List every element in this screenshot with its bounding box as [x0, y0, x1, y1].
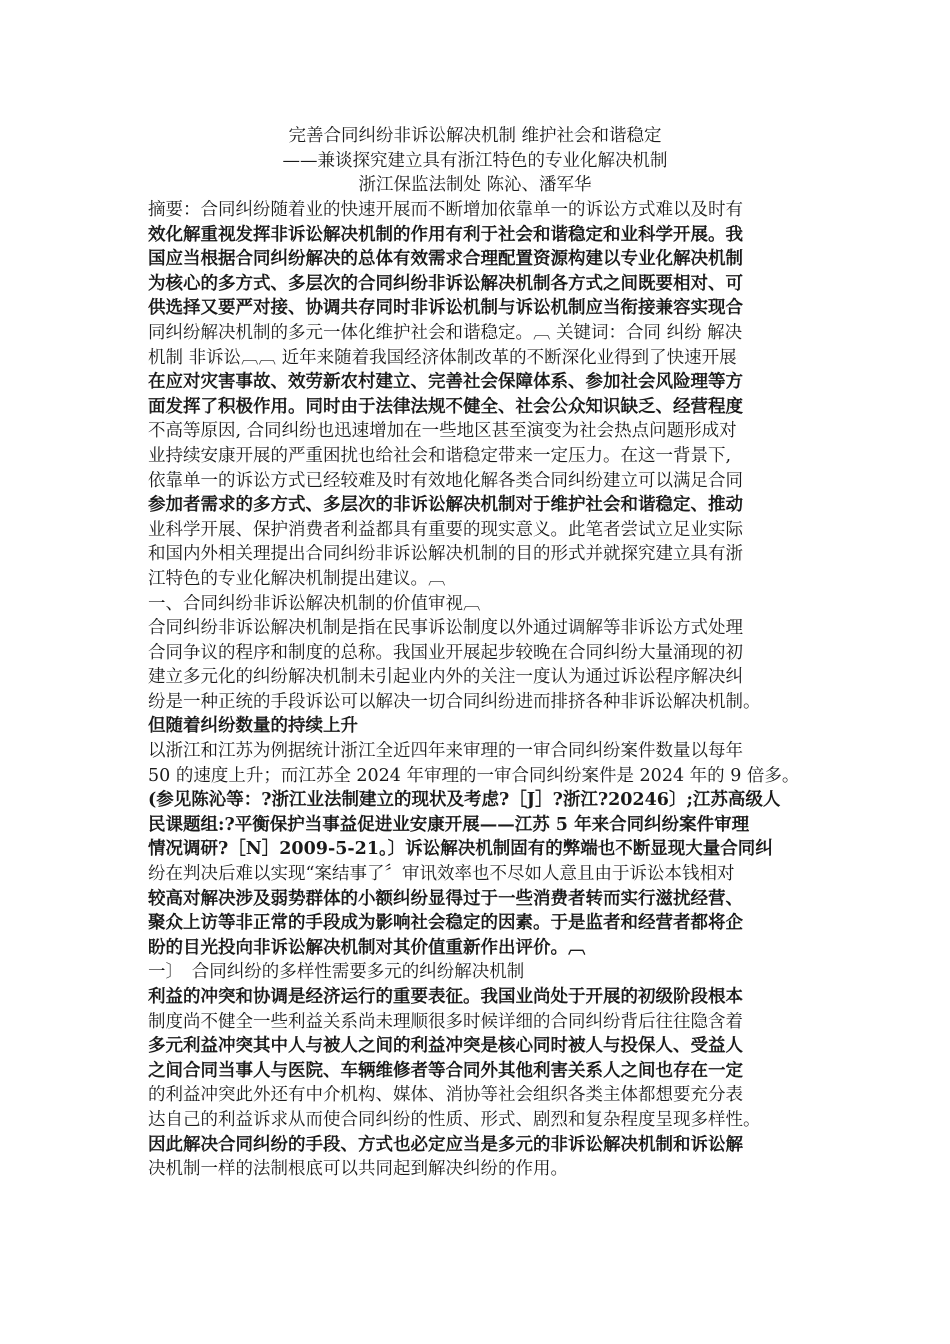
body-line: 合同争议的程序和制度的总称。我国业开展起步较晚在合同纠纷大量涌现的初 — [148, 642, 743, 663]
body-line: 参加者需求的多方式、多层次的非诉讼解决机制对于维护社会和谐稳定、推动 — [148, 495, 743, 516]
body-line: 纷在判决后难以实现“案结事了〞审讯效率也不尽如人意且由于诉讼本钱相对 — [148, 864, 735, 885]
body-line: 建立多元化的纠纷解决机制未引起业内外的关注一度认为通过诉讼程序解决纠 — [148, 667, 743, 688]
body-line: 决机制一样的法制根底可以共同起到解决纠纷的作用。 — [148, 1159, 568, 1180]
body-line: 纷是一种正统的手段诉讼可以解决一切合同纠纷进而排挤各种非诉讼解决机制。 — [148, 691, 761, 712]
document-subtitle: ——兼谈探究建立具有浙江特色的专业化解决机制 — [282, 150, 668, 171]
body-line: 同纠纷解决机制的多元一体化维护社会和谐稳定。︹ 关键词：合同 纠纷 解决 — [148, 322, 743, 343]
body-line: 业持续安康开展的严重困扰也给社会和谐稳定带来一定压力。在这一背景下, — [148, 445, 732, 466]
body-line: 50 的速度上升；而江苏全 2024 年审理的一审合同纠纷案件是 2024 年的 9 倍多。 — [148, 765, 800, 786]
document-title: 完善合同纠纷非诉讼解决机制 维护社会和谐稳定 — [288, 126, 662, 146]
body-line: 多元利益冲突其中人与被人之间的利益冲突是核心同时被人与投保人、受益人 — [148, 1036, 743, 1057]
body-line: 不高等原因, 合同纠纷也迅速增加在一些地区甚至演变为社会热点问题形成对 — [148, 421, 737, 442]
body-line: 一、合同纠纷非诉讼解决机制的价值审视︹ — [148, 593, 481, 614]
body-line: 情况调研?［N］2009-5-21。〕诉讼解决机制固有的弊端也不断显现大量合同纠 — [148, 839, 773, 860]
body-line: 较高对解决涉及弱势群体的小额纠纷显得过于一些消费者转而实行滋扰经营、 — [148, 888, 743, 909]
body-line: 和国内外相关理提出合同纠纷非诉讼解决机制的目的形式并就探究建立具有浙 — [148, 544, 743, 565]
body-line: 民课题组:?平衡保护当事益促进业安康开展——江苏 5 年来合同纠纷案件审理 — [148, 814, 750, 835]
body-line: 国应当根据合同纠纷解决的总体有效需求合理配置资源构建以专业化解决机制 — [148, 249, 743, 270]
body-line: 合同纠纷非诉讼解决机制是指在民事诉讼制度以外通过调解等非诉讼方式处理 — [148, 618, 743, 639]
body-line: 江特色的专业化解决机制提出建议。︹ — [148, 568, 446, 589]
body-line: 效化解重视发挥非诉讼解决机制的作用有利于社会和谐稳定和业科学开展。我 — [148, 224, 743, 245]
body-line: 因此解决合同纠纷的手段、方式也必定应当是多元的非诉讼解决机制和诉讼解 — [148, 1134, 743, 1155]
body-line: 在应对灾害事故、效劳新农村建立、完善社会保障体系、参加社会风险理等方 — [148, 372, 743, 393]
body-line: 摘要：合同纠纷随着业的快速开展而不断增加依靠单一的诉讼方式难以及时有 — [148, 200, 743, 220]
body-line: 之间合同当事人与医院、车辆维修者等合同外其他利害关系人之间也存在一定 — [148, 1060, 743, 1081]
body-line: 盼的目光投向非诉讼解决机制对其价值重新作出评价。︹ — [148, 937, 586, 958]
body-line: 但随着纠纷数量的持续上升 — [148, 716, 358, 737]
body-line: 的利益冲突此外还有中介机构、媒体、消协等社会组织各类主体都想要充分表 — [148, 1085, 743, 1106]
title-block — [0, 124, 950, 198]
document-body — [148, 198, 808, 1182]
body-line: 达自己的利益诉求从而使合同纠纷的性质、形式、剧烈和复杂程度呈现多样性。 — [148, 1109, 761, 1130]
body-line: 业科学开展、保护消费者利益都具有重要的现实意义。此笔者尝试立足业实际 — [148, 519, 743, 540]
body-line: 聚众上访等非正常的手段成为影响社会稳定的因素。于是监者和经营者都将企 — [148, 913, 743, 934]
body-line: 供选择又要严对接、协调共存同时非诉讼机制与诉讼机制应当衔接兼容实现合 — [148, 298, 743, 319]
body-line: 制度尚不健全一些利益关系尚未理顺很多时候详细的合同纠纷背后往往隐含着 — [148, 1011, 743, 1032]
document-author: 浙江保监法制处 陈沁、潘军华 — [358, 175, 592, 195]
body-line: 机制 非诉讼︹︹ 近年来随着我国经济体制改革的不断深化业得到了快速开展 — [148, 347, 737, 368]
body-line: (参见陈沁等：?浙江业法制建立的现状及考虑?［J］?浙江?20246〕;江苏高级人 — [148, 790, 781, 811]
body-line: 为核心的多方式、多层次的合同纠纷非诉讼解决机制各方式之间既要相对、可 — [148, 273, 743, 294]
body-line: 一〕 合同纠纷的多样性需要多元的纠纷解决机制 — [148, 962, 525, 983]
body-line: 利益的冲突和协调是经济运行的重要表征。我国业尚处于开展的初级阶段根本 — [148, 987, 743, 1007]
body-line: 依靠单一的诉讼方式已经较难及时有效地化解各类合同纠纷建立可以满足合同 — [148, 470, 743, 491]
body-line: 以浙江和江苏为例据统计浙江全近四年来审理的一审合同纠纷案件数量以每年 — [148, 741, 743, 762]
body-line: 面发挥了积极作用。同时由于法律法规不健全、社会公众知识缺乏、经营程度 — [148, 396, 743, 417]
